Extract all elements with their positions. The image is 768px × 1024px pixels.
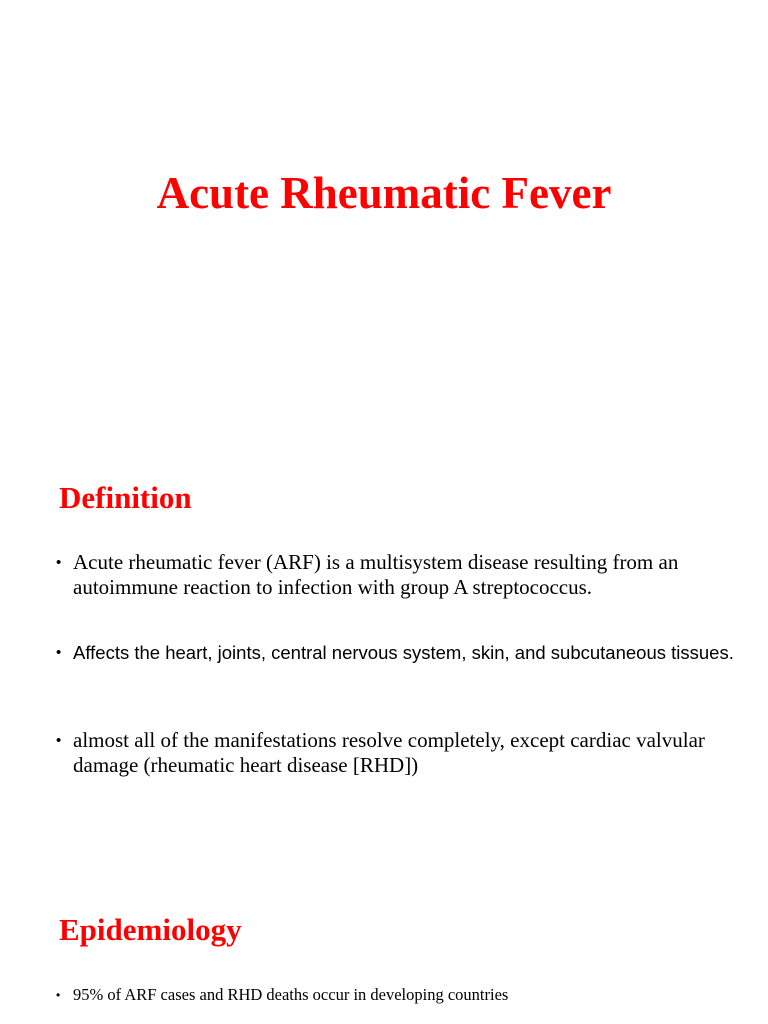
- list-item: [56, 728, 736, 778]
- bullet-text: Affects the heart, joints, central nervous system, skin, and subcutaneous tissues.: [73, 642, 734, 663]
- bullet-text: Acute rheumatic fever (ARF) is a multisystem disease resulting from an autoimmune reaction to infection with group A streptococcus.: [73, 550, 679, 599]
- list-item: [56, 550, 736, 600]
- page-title: Acute Rheumatic Fever: [156, 168, 612, 218]
- bullet-icon: •: [56, 732, 62, 749]
- list-item: [56, 984, 736, 1006]
- bullet-icon: •: [56, 554, 62, 571]
- bullet-icon: •: [56, 644, 62, 661]
- list-item: [56, 640, 736, 665]
- bullet-icon: •: [56, 988, 61, 1002]
- bullet-text: 95% of ARF cases and RHD deaths occur in developing countries: [73, 985, 509, 1004]
- bullet-text: almost all of the manifestations resolve completely, except cardiac valvular damage (rheumatic heart disease [RHD]): [73, 728, 705, 777]
- definition-heading: Definition: [59, 480, 192, 515]
- epidemiology-heading: Epidemiology: [59, 912, 242, 947]
